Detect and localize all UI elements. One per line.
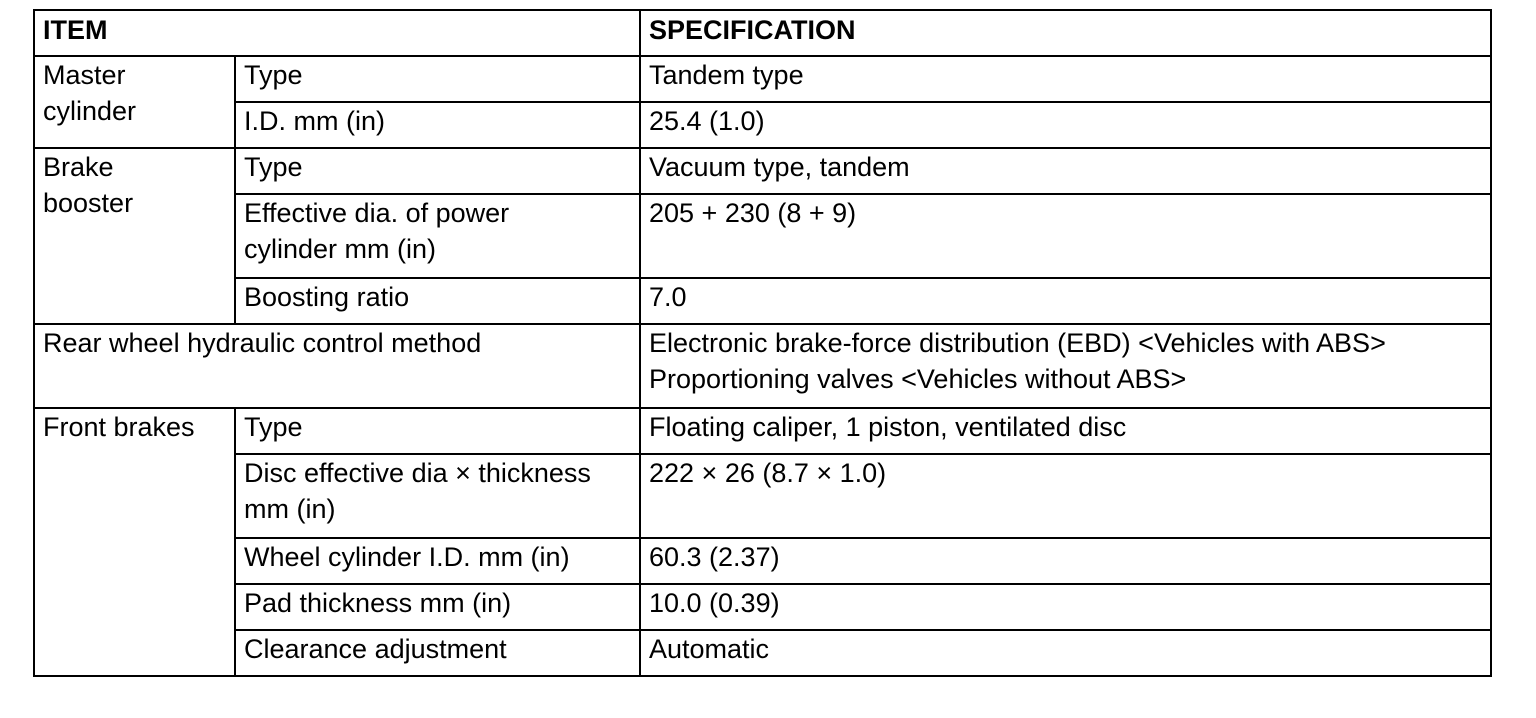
specification-table (33, 9, 1492, 677)
spec-cell: Vacuum type, tandem (640, 148, 1491, 194)
table-row (34, 584, 1491, 630)
table-row (34, 630, 1491, 676)
header-item: ITEM (34, 10, 640, 56)
table-row (34, 538, 1491, 584)
table-row (34, 408, 1491, 454)
spec-cell: 205 + 230 (8 + 9) (640, 194, 1491, 278)
item-cell: Type (235, 408, 640, 454)
table-row (34, 278, 1491, 324)
spec-cell: 7.0 (640, 278, 1491, 324)
item-cell: Boosting ratio (235, 278, 640, 324)
front-brakes-label: Front brakes (34, 408, 235, 676)
item-cell: Disc effective dia × thickness mm (in) (235, 454, 640, 538)
table-row (34, 194, 1491, 278)
spec-cell: 10.0 (0.39) (640, 584, 1491, 630)
spec-cell: 222 × 26 (8.7 × 1.0) (640, 454, 1491, 538)
item-cell: Wheel cylinder I.D. mm (in) (235, 538, 640, 584)
table-row (34, 454, 1491, 538)
rear-wheel-label: Rear wheel hydraulic control method (34, 324, 640, 408)
spec-cell: Automatic (640, 630, 1491, 676)
item-cell: Type (235, 56, 640, 102)
item-cell: Effective dia. of power cylinder mm (in) (235, 194, 640, 278)
table-row (34, 148, 1491, 194)
spec-cell: Electronic brake-force distribution (EBD) <Vehicles with ABS> Proportioning valves <Vehicles without ABS> (640, 324, 1491, 408)
brake-booster-label: Brake booster (34, 148, 235, 324)
table-row (34, 324, 1491, 408)
item-cell: I.D. mm (in) (235, 102, 640, 148)
master-cylinder-label: Master cylinder (34, 56, 235, 148)
spec-cell: Floating caliper, 1 piston, ventilated disc (640, 408, 1491, 454)
item-cell: Pad thickness mm (in) (235, 584, 640, 630)
item-cell: Type (235, 148, 640, 194)
header-row (34, 10, 1491, 56)
spec-cell: Tandem type (640, 56, 1491, 102)
table-row (34, 102, 1491, 148)
table-row (34, 56, 1491, 102)
spec-cell: 60.3 (2.37) (640, 538, 1491, 584)
item-cell: Clearance adjustment (235, 630, 640, 676)
spec-cell: 25.4 (1.0) (640, 102, 1491, 148)
header-specification: SPECIFICATION (640, 10, 1491, 56)
